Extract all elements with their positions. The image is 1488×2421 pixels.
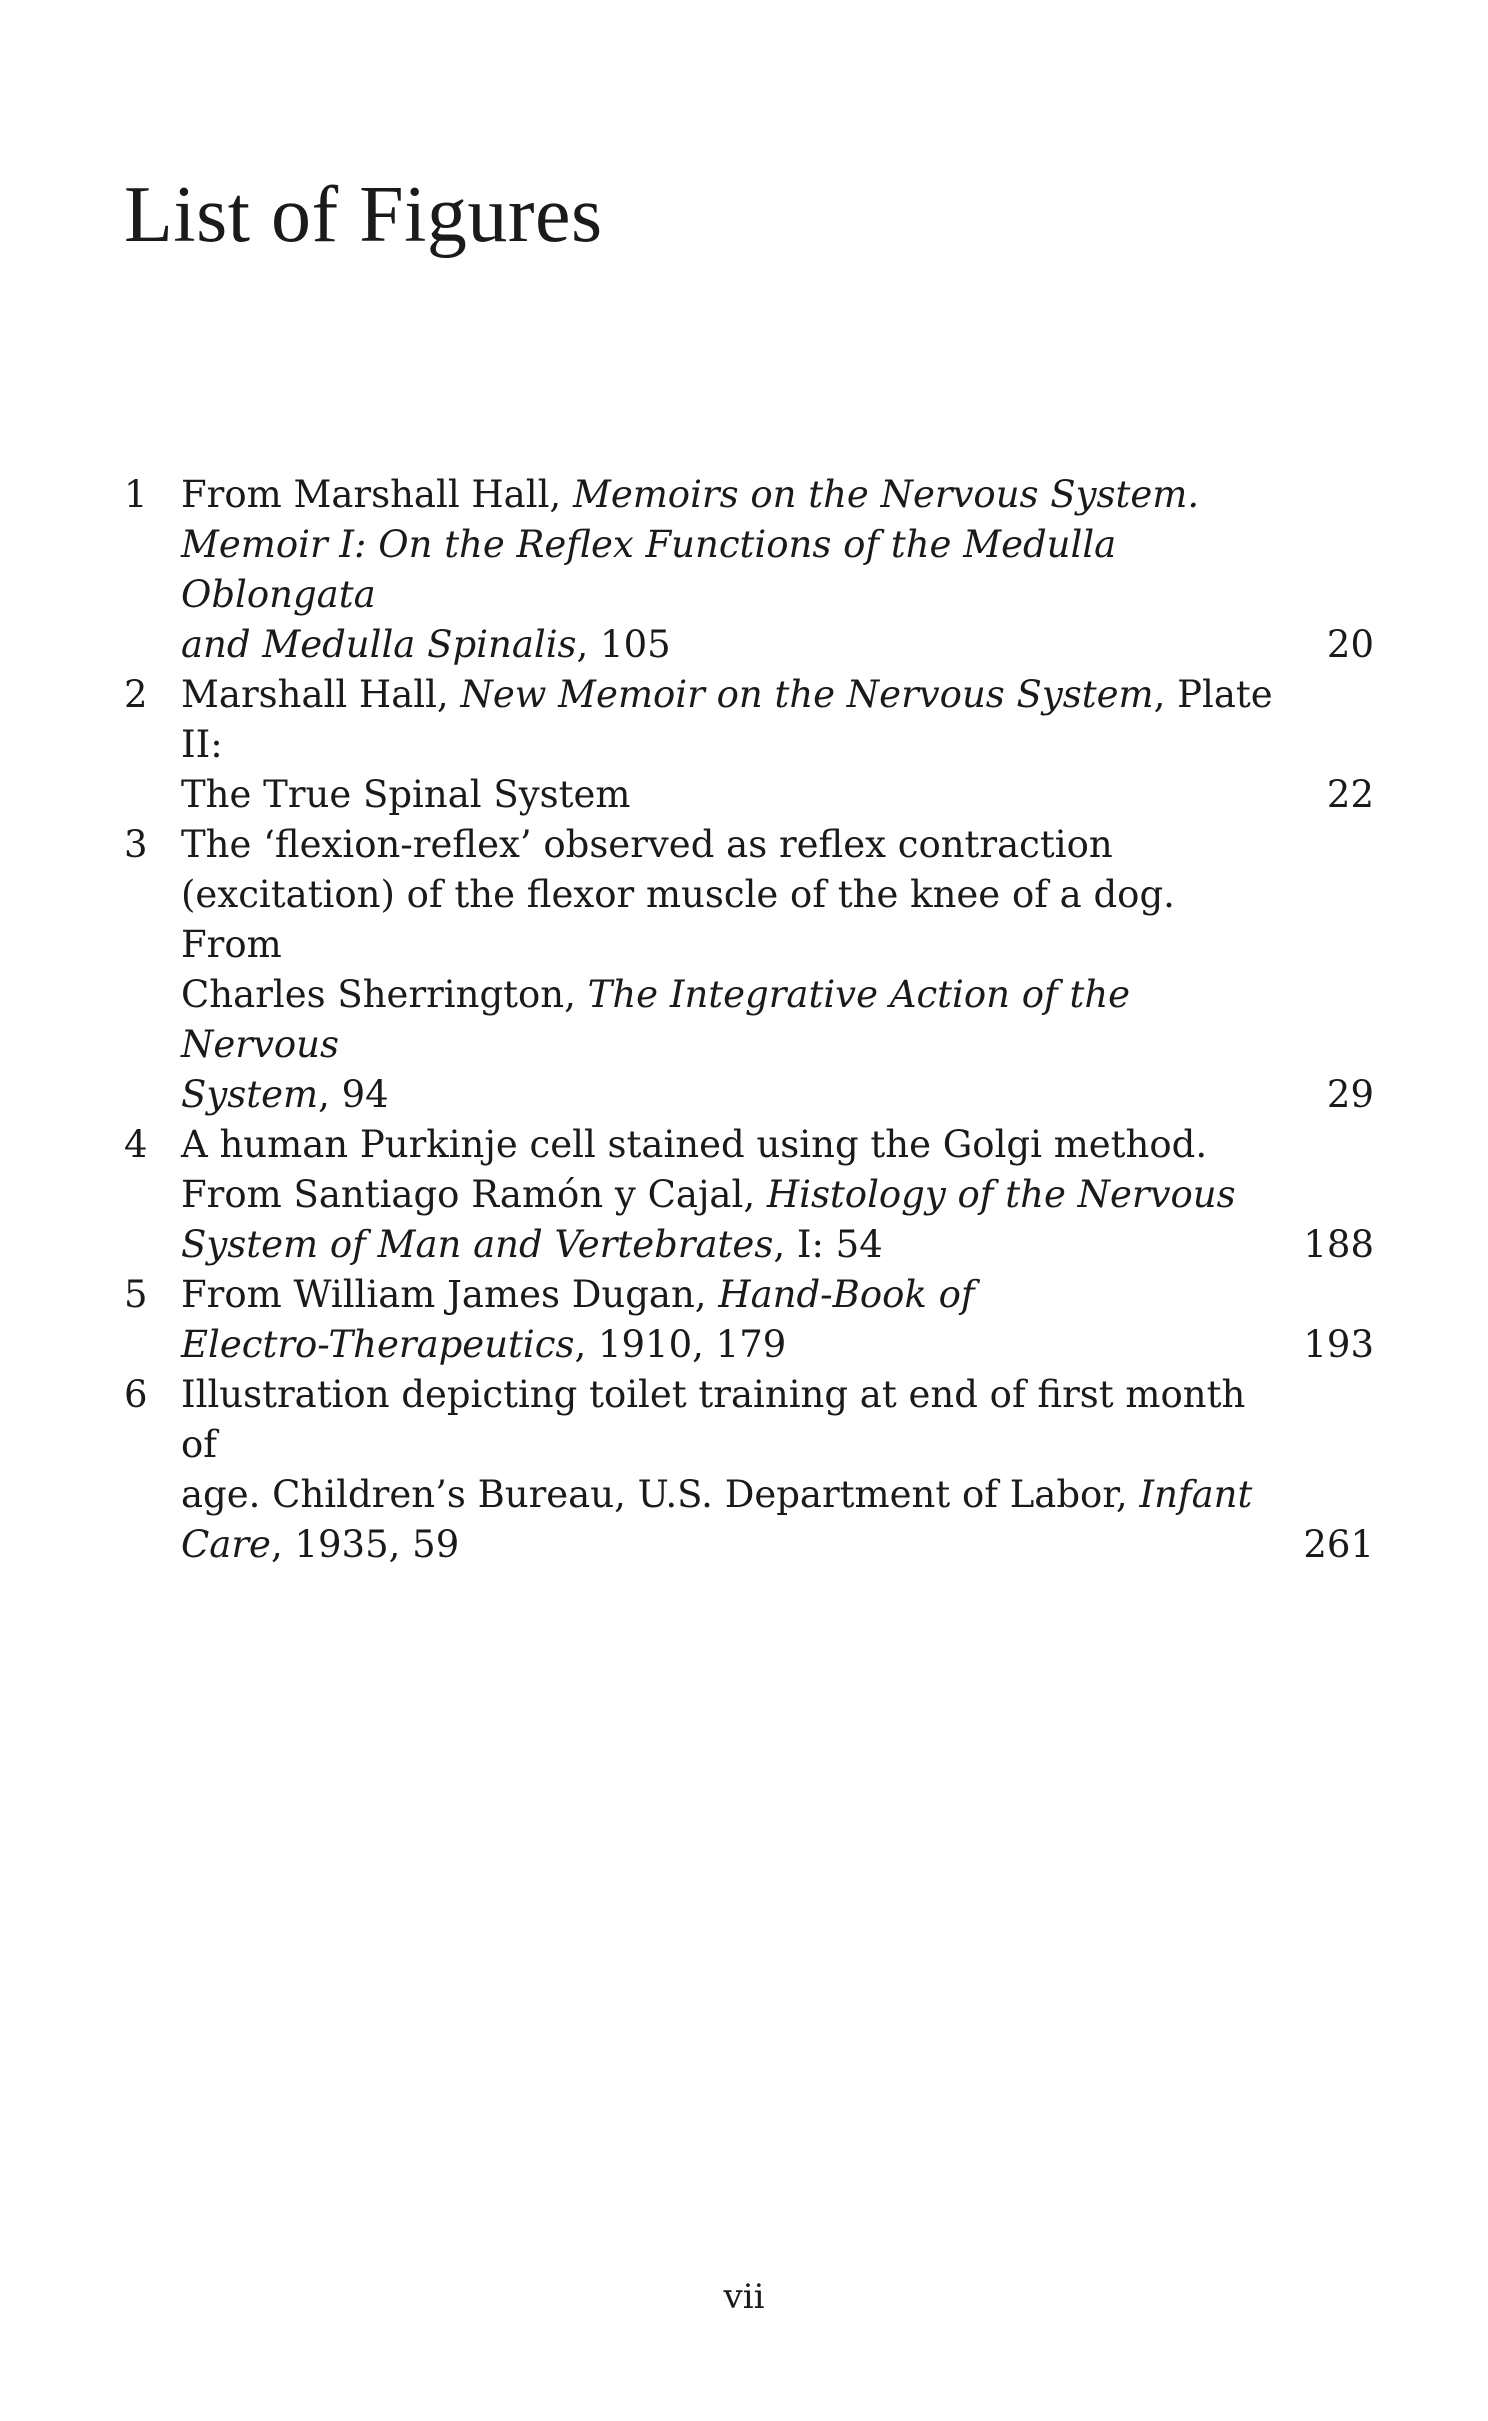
caption-text: age. Children’s Bureau, U.S. Department of Labor,: [181, 1473, 1140, 1516]
caption-text: , 94: [318, 1073, 389, 1116]
figure-number: 3: [124, 823, 148, 866]
caption-title-italic: System: [181, 1073, 319, 1116]
figure-entry: [124, 470, 1374, 670]
caption-text: Illustration depicting toilet training at end of first month of: [181, 1373, 1246, 1466]
caption-text: From Marshall Hall,: [181, 473, 573, 516]
caption-text: From Santiago Ramón y Cajal,: [181, 1173, 767, 1216]
caption-text: , I: 54: [773, 1223, 883, 1266]
figure-entry: [124, 1370, 1374, 1570]
figure-caption: [181, 1120, 1278, 1270]
figure-number: 4: [124, 1123, 148, 1166]
figure-number: 1: [124, 473, 148, 516]
figure-caption: [181, 1370, 1278, 1570]
caption-title-italic: and Medulla Spinalis: [181, 623, 577, 666]
caption-text: Charles Sherrington,: [181, 973, 588, 1016]
caption-title-italic: System of Man and Vertebrates: [181, 1223, 774, 1266]
figure-caption: [181, 820, 1278, 1120]
figure-entry: [124, 1270, 1374, 1370]
caption-text: , Plate II:: [181, 673, 1273, 766]
figure-caption: [181, 1270, 1278, 1370]
figure-entry: [124, 670, 1374, 820]
caption-text: The True Spinal System: [181, 773, 631, 816]
caption-text: A human Purkinje cell stained using the Golgi method.: [181, 1123, 1208, 1166]
figure-page-number: 261: [1303, 1523, 1374, 1566]
page-title: List of Figures: [124, 171, 603, 259]
caption-title-italic: Memoirs on the Nervous System.: [572, 473, 1200, 516]
figures-list: [124, 470, 1374, 1570]
figure-page-number: 20: [1326, 623, 1374, 666]
caption-text: , 105: [576, 623, 671, 666]
caption-text: , 1935, 59: [270, 1523, 460, 1566]
caption-title-italic: Histology of the Nervous: [766, 1173, 1236, 1216]
figure-caption: [181, 670, 1278, 820]
figure-number: 2: [124, 673, 148, 716]
caption-title-italic: Infant: [1139, 1473, 1253, 1516]
caption-text: (excitation) of the flexor muscle of the knee of a dog. From: [181, 873, 1175, 966]
caption-title-italic: Memoir I: On the Reflex Functions of the Medulla Oblongata: [181, 523, 1117, 616]
caption-title-italic: Hand-Book of: [718, 1273, 975, 1316]
figure-number: 6: [124, 1373, 148, 1416]
figure-number: 5: [124, 1273, 148, 1316]
figure-entry: [124, 1120, 1374, 1270]
figure-caption: [181, 470, 1278, 670]
caption-title-italic: Electro-Therapeutics: [181, 1323, 575, 1366]
caption-text: Marshall Hall,: [181, 673, 461, 716]
figure-page-number: 188: [1303, 1223, 1374, 1266]
figure-entry: [124, 820, 1374, 1120]
caption-text: From William James Dugan,: [181, 1273, 719, 1316]
caption-title-italic: New Memoir on the Nervous System: [460, 673, 1154, 716]
figure-page-number: 193: [1303, 1323, 1374, 1366]
caption-text: , 1910, 179: [574, 1323, 787, 1366]
caption-title-italic: The Integrative Action of the Nervous: [181, 973, 1131, 1066]
caption-title-italic: Care: [181, 1523, 271, 1566]
caption-text: The ‘flexion-reflex’ observed as reflex contraction: [181, 823, 1113, 866]
figure-page-number: 29: [1326, 1073, 1374, 1116]
figure-page-number: 22: [1326, 773, 1374, 816]
page-folio: vii: [723, 2277, 765, 2317]
